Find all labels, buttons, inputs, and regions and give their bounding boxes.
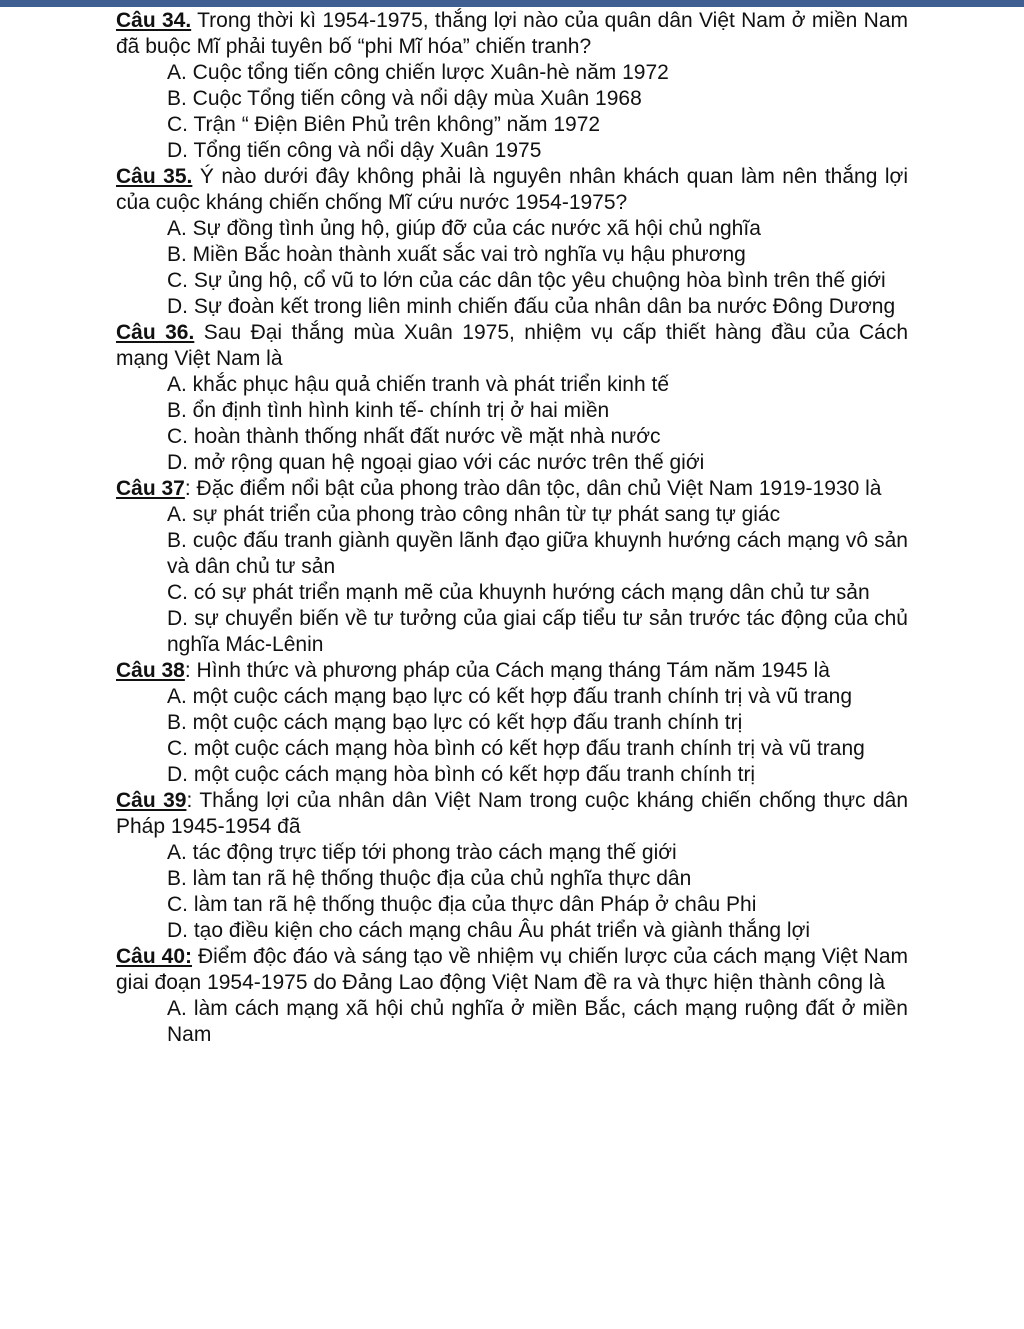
options-37 xyxy=(116,502,908,658)
option-text: tạo điều kiện cho cách mạng châu Âu phát triển và giành thắng lợi xyxy=(188,919,811,942)
question-label: Câu 35. xyxy=(116,165,193,188)
option-d xyxy=(116,450,908,476)
options-35 xyxy=(116,216,908,320)
option-letter: A. xyxy=(167,217,187,240)
question-38 xyxy=(116,658,908,684)
option-letter: A. xyxy=(167,997,187,1020)
option-text: một cuộc cách mạng bạo lực có kết hợp đấu tranh chính trị xyxy=(186,711,743,734)
option-letter: A. xyxy=(167,373,187,396)
option-c xyxy=(116,736,908,762)
question-label: Câu 40: xyxy=(116,945,192,968)
option-letter: C. xyxy=(167,893,188,916)
question-34 xyxy=(116,8,908,60)
question-text: : Thắng lợi của nhân dân Việt Nam trong cuộc kháng chiến chống thực dân Pháp 1945-1954 đã xyxy=(116,789,908,838)
option-d xyxy=(116,138,908,164)
option-a xyxy=(116,372,908,398)
option-text: Sự đồng tình ủng hộ, giúp đỡ của các nước xã hội chủ nghĩa xyxy=(186,217,761,240)
option-letter: A. xyxy=(167,685,187,708)
option-text: Tổng tiến công và nổi dậy Xuân 1975 xyxy=(188,139,542,162)
option-b xyxy=(116,528,908,580)
question-text: Trong thời kì 1954-1975, thắng lợi nào của quân dân Việt Nam ở miền Nam đã buộc Mĩ phải tuyên bố “phi Mĩ hóa” chiến tranh? xyxy=(116,9,908,58)
options-39 xyxy=(116,840,908,944)
options-40 xyxy=(116,996,908,1048)
question-label: Câu 39 xyxy=(116,789,187,812)
option-a xyxy=(116,502,908,528)
option-c xyxy=(116,892,908,918)
option-text: hoàn thành thống nhất đất nước về mặt nhà nước xyxy=(188,425,661,448)
question-text: Ý nào dưới đây không phải là nguyên nhân khách quan làm nên thắng lợi của cuộc kháng chiến chống Mĩ cứu nước 1954-1975? xyxy=(116,165,908,214)
question-text: : Hình thức và phương pháp của Cách mạng tháng Tám năm 1945 là xyxy=(184,659,830,682)
options-38 xyxy=(116,684,908,788)
option-c xyxy=(116,112,908,138)
option-text: Cuộc Tổng tiến công và nổi dậy mùa Xuân 1968 xyxy=(186,87,642,110)
question-label: Câu 37 xyxy=(116,477,185,500)
option-text: Trận “ Điện Biên Phủ trên không” năm 1972 xyxy=(188,113,601,136)
option-a xyxy=(116,216,908,242)
option-text: làm tan rã hệ thống thuộc địa của chủ nghĩa thực dân xyxy=(186,867,692,890)
option-letter: C. xyxy=(167,269,188,292)
option-letter: B. xyxy=(167,529,187,552)
option-text: làm tan rã hệ thống thuộc địa của thực dân Pháp ở châu Phi xyxy=(188,893,757,916)
option-text: Miền Bắc hoàn thành xuất sắc vai trò nghĩa vụ hậu phương xyxy=(186,243,746,266)
option-d xyxy=(116,762,908,788)
option-d xyxy=(116,918,908,944)
question-text: : Đặc điểm nổi bật của phong trào dân tộc, dân chủ Việt Nam 1919-1930 là xyxy=(184,477,882,500)
options-36 xyxy=(116,372,908,476)
question-label: Câu 36. xyxy=(116,321,195,344)
option-text: ổn định tình hình kinh tế- chính trị ở hai miền xyxy=(186,399,610,422)
option-d xyxy=(116,606,908,658)
option-text: Cuộc tổng tiến công chiến lược Xuân-hè năm 1972 xyxy=(186,61,669,84)
question-text: Sau Đại thắng mùa Xuân 1975, nhiệm vụ cấp thiết hàng đầu của Cách mạng Việt Nam là xyxy=(116,321,908,370)
option-letter: D. xyxy=(167,451,188,474)
option-b xyxy=(116,242,908,268)
option-text: một cuộc cách mạng hòa bình có kết hợp đấu tranh chính trị xyxy=(188,763,756,786)
question-label: Câu 34. xyxy=(116,9,192,32)
option-text: cuộc đấu tranh giành quyền lãnh đạo giữa khuynh hướng cách mạng vô sản và dân chủ tư sản xyxy=(167,529,908,578)
option-a xyxy=(116,60,908,86)
option-letter: D. xyxy=(167,139,188,162)
option-a xyxy=(116,684,908,710)
option-a xyxy=(116,840,908,866)
option-b xyxy=(116,398,908,424)
option-text: mở rộng quan hệ ngoại giao với các nước trên thế giới xyxy=(188,451,705,474)
option-d xyxy=(116,294,908,320)
option-c xyxy=(116,424,908,450)
option-letter: A. xyxy=(167,61,187,84)
option-letter: A. xyxy=(167,503,187,526)
question-text: Điểm độc đáo và sáng tạo về nhiệm vụ chiến lược của cách mạng Việt Nam giai đoạn 1954-1975 do Đảng Lao động Việt Nam đề ra và thực hiện thành công là xyxy=(116,945,908,994)
option-letter: C. xyxy=(167,581,188,604)
option-b xyxy=(116,86,908,112)
question-36 xyxy=(116,320,908,372)
option-text: một cuộc cách mạng hòa bình có kết hợp đấu tranh chính trị và vũ trang xyxy=(188,737,865,760)
option-c xyxy=(116,268,908,294)
option-text: khắc phục hậu quả chiến tranh và phát triển kinh tế xyxy=(186,373,670,396)
question-40 xyxy=(116,944,908,996)
option-letter: B. xyxy=(167,87,187,110)
option-letter: B. xyxy=(167,399,187,422)
document-page xyxy=(116,8,908,1048)
option-a xyxy=(116,996,908,1048)
question-35 xyxy=(116,164,908,216)
option-text: có sự phát triển mạnh mẽ của khuynh hướng cách mạng dân chủ tư sản xyxy=(188,581,870,604)
option-text: Sự đoàn kết trong liên minh chiến đấu của nhân dân ba nước Đông Dương xyxy=(188,295,896,318)
option-letter: D. xyxy=(167,607,188,630)
question-39 xyxy=(116,788,908,840)
option-text: một cuộc cách mạng bạo lực có kết hợp đấu tranh chính trị và vũ trang xyxy=(186,685,853,708)
option-text: Sự ủng hộ, cổ vũ to lớn của các dân tộc yêu chuộng hòa bình trên thế giới xyxy=(188,269,886,292)
option-text: tác động trực tiếp tới phong trào cách mạng thế giới xyxy=(186,841,677,864)
option-c xyxy=(116,580,908,606)
option-letter: D. xyxy=(167,919,188,942)
option-letter: B. xyxy=(167,711,187,734)
option-letter: C. xyxy=(167,113,188,136)
question-label: Câu 38 xyxy=(116,659,185,682)
option-b xyxy=(116,710,908,736)
option-b xyxy=(116,866,908,892)
option-letter: A. xyxy=(167,841,187,864)
option-text: sự chuyển biến về tư tưởng của giai cấp tiểu tư sản trước tác động của chủ nghĩa Mác-Lênin xyxy=(167,607,908,656)
option-letter: D. xyxy=(167,295,188,318)
option-letter: B. xyxy=(167,243,187,266)
option-letter: C. xyxy=(167,425,188,448)
options-34 xyxy=(116,60,908,164)
option-letter: D. xyxy=(167,763,188,786)
top-border-bar xyxy=(0,0,1024,7)
option-letter: C. xyxy=(167,737,188,760)
question-37 xyxy=(116,476,908,502)
option-text: làm cách mạng xã hội chủ nghĩa ở miền Bắc, cách mạng ruộng đất ở miền Nam xyxy=(167,997,908,1046)
option-letter: B. xyxy=(167,867,187,890)
option-text: sự phát triển của phong trào công nhân từ tự phát sang tự giác xyxy=(186,503,781,526)
